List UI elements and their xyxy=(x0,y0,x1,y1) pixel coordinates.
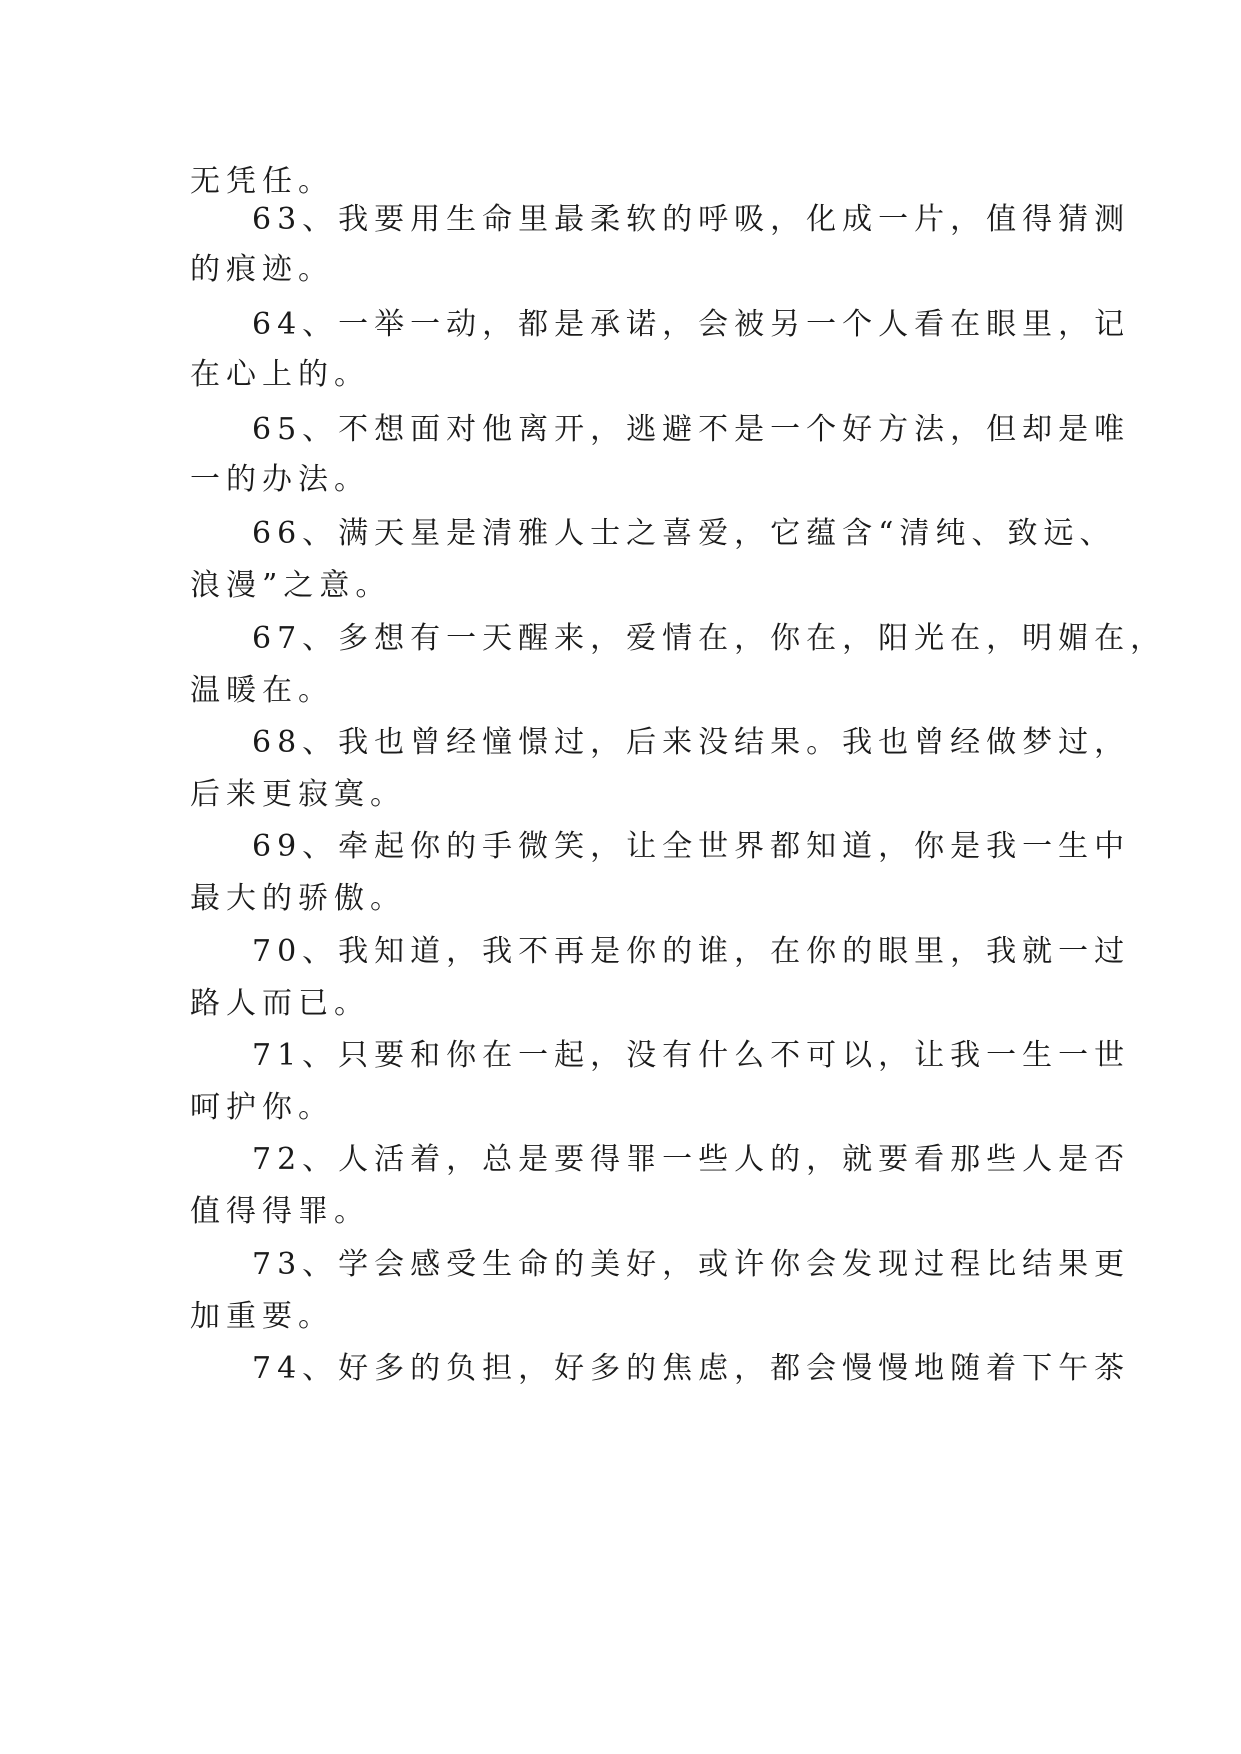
text-line-17: 路人而已。 xyxy=(190,986,370,1021)
text-line-2: 63、我要用生命里最柔软的呼吸，化成一片，值得猜测 xyxy=(252,202,1131,237)
text-line-10: 67、多想有一天醒来，爱情在，你在，阳光在，明媚在， xyxy=(252,621,1167,656)
text-line-19: 呵护你。 xyxy=(190,1090,334,1125)
text-line-13: 后来更寂寞。 xyxy=(190,777,406,812)
text-line-18: 71、只要和你在一起，没有什么不可以，让我一生一世 xyxy=(252,1038,1131,1073)
text-line-22: 73、学会感受生命的美好，或许你会发现过程比结果更 xyxy=(252,1247,1131,1282)
text-line-20: 72、人活着，总是要得罪一些人的，就要看那些人是否 xyxy=(252,1142,1131,1177)
text-line-21: 值得得罪。 xyxy=(190,1194,370,1229)
text-line-6: 65、不想面对他离开，逃避不是一个好方法，但却是唯 xyxy=(252,412,1131,447)
text-line-12: 68、我也曾经憧憬过，后来没结果。我也曾经做梦过， xyxy=(252,725,1131,760)
text-line-8: 66、满天星是清雅人士之喜爱，它蕴含“清纯、致远、 xyxy=(252,516,1116,551)
text-line-1: 无凭任。 xyxy=(190,164,334,199)
text-line-3: 的痕迹。 xyxy=(190,252,334,287)
text-line-23: 加重要。 xyxy=(190,1299,334,1334)
text-line-9: 浪漫”之意。 xyxy=(190,568,392,603)
text-line-24: 74、好多的负担，好多的焦虑，都会慢慢地随着下午茶 xyxy=(252,1351,1131,1386)
text-line-4: 64、一举一动，都是承诺，会被另一个人看在眼里，记 xyxy=(252,307,1131,342)
text-line-15: 最大的骄傲。 xyxy=(190,881,406,916)
text-line-16: 70、我知道，我不再是你的谁，在你的眼里，我就一过 xyxy=(252,934,1131,969)
text-line-11: 温暖在。 xyxy=(190,673,334,708)
text-line-5: 在心上的。 xyxy=(190,357,370,392)
text-line-14: 69、牵起你的手微笑，让全世界都知道，你是我一生中 xyxy=(252,829,1131,864)
text-line-7: 一的办法。 xyxy=(190,462,370,497)
